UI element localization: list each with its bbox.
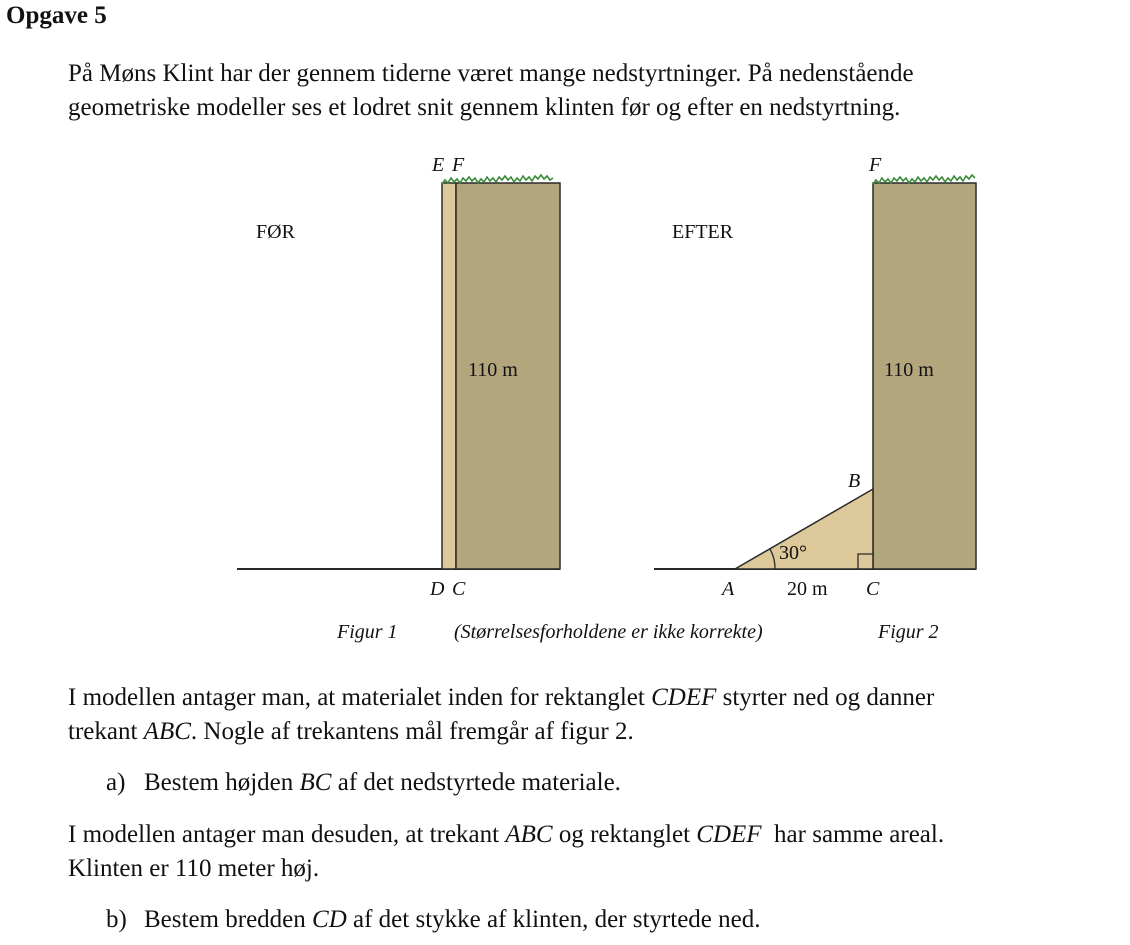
model-line-1: I modellen antager man, at materialet inden for rektanglet CDEF styrter ned og danner	[68, 684, 935, 711]
assumption-paragraph	[68, 818, 1128, 886]
point-e: E	[432, 154, 445, 176]
base-length-label: 20 m	[787, 578, 828, 600]
point-b: B	[848, 470, 861, 492]
abc-ref: ABC	[143, 718, 191, 745]
point-d: D	[430, 578, 445, 600]
intro-line-1: På Møns Klint har der gennem tiderne været mange nedstyrtninger. På nedenstående	[68, 60, 914, 87]
bc-ref: BC	[299, 769, 332, 796]
height-label-1: 110 m	[468, 359, 518, 381]
cdef-ref: CDEF	[651, 684, 717, 711]
point-c-fig2: C	[866, 578, 880, 600]
point-c-fig1: C	[452, 578, 466, 600]
figure-1	[237, 154, 560, 600]
height-label-2: 110 m	[884, 359, 934, 381]
intro-line-2: geometriske modeller ses et lodret snit gennem klinten før og efter en nedstyrtning.	[68, 94, 901, 121]
task-b: b) Bestem bredden CD af det stykke af klinten, der styrtede ned.	[106, 903, 761, 937]
assumption-line-1: I modellen antager man desuden, at trekant ABC og rektanglet CDEF har samme areal.	[68, 821, 945, 848]
task-a: a) Bestem højden BC af det nedstyrtede materiale.	[106, 766, 621, 800]
task-a-letter: a)	[106, 769, 126, 796]
angle-label: 30°	[779, 542, 807, 564]
caption-note: (Størrelsesforholdene er ikke korrekte)	[454, 621, 763, 643]
assumption-line-2: Klinten er 110 meter høj.	[68, 855, 320, 882]
figure-2	[654, 154, 976, 600]
cd-ref: CD	[312, 906, 347, 933]
model-line-2: trekant ABC. Nogle af trekantens mål fremgår af figur 2.	[68, 718, 634, 745]
point-f-fig1: F	[452, 154, 465, 176]
caption-figure-1: Figur 1	[337, 621, 398, 643]
caption-figure-2: Figur 2	[878, 621, 939, 643]
fallen-strip-cdef	[442, 183, 456, 569]
before-label: FØR	[256, 221, 295, 243]
point-f-fig2: F	[869, 154, 882, 176]
task-b-letter: b)	[106, 906, 127, 933]
model-paragraph	[68, 681, 1128, 749]
exercise-heading: Opgave 5	[6, 2, 107, 29]
point-a: A	[722, 578, 735, 600]
after-label: EFTER	[672, 221, 734, 243]
